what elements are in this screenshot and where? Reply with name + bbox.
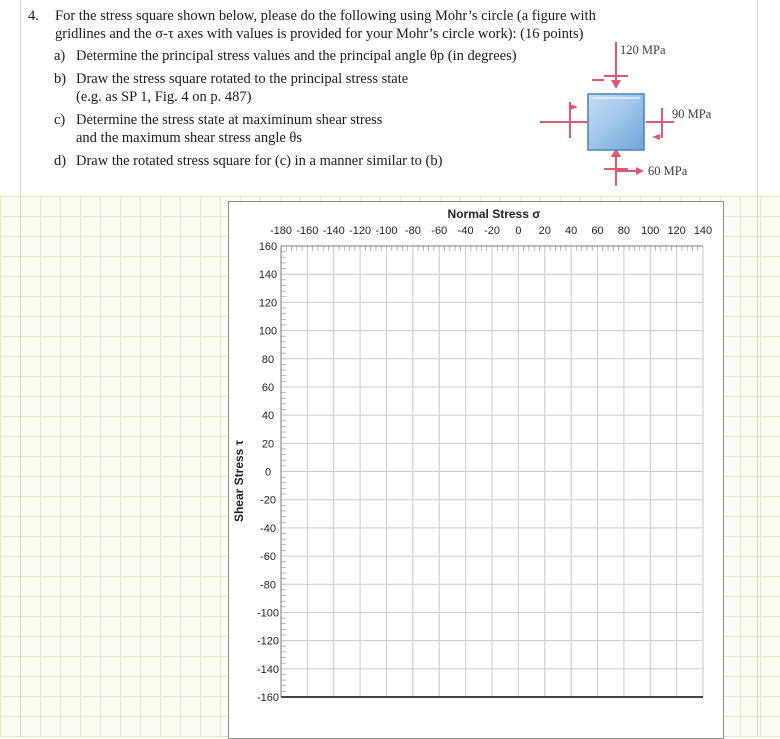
part-b-text-line1: Draw the stress square rotated to the principal stress state bbox=[76, 71, 409, 87]
x-tick-label: -120 bbox=[349, 225, 372, 237]
part-c-text-line2: and the maximum shear stress angle θs bbox=[76, 130, 303, 146]
y-tick-label: 80 bbox=[261, 353, 275, 366]
part-c-letter: c) bbox=[54, 112, 66, 128]
y-tick-labels bbox=[257, 241, 279, 704]
part-d-text: Draw the rotated stress square for (c) in a manner similar to (b) bbox=[76, 153, 443, 169]
x-tick-label: 80 bbox=[617, 225, 630, 237]
part-a-text: Determine the principal stress values and the principal angle θp (in degrees) bbox=[76, 48, 517, 64]
y-tick-label: 120 bbox=[258, 297, 278, 310]
y-tick-label: -60 bbox=[260, 551, 276, 564]
y-tick-label: -160 bbox=[256, 692, 280, 704]
part-d-letter: d) bbox=[54, 153, 67, 169]
major-grid-lines bbox=[281, 246, 703, 697]
y-tick-label: -140 bbox=[256, 663, 280, 676]
part-b-text-line2: (e.g. as SP 1, Fig. 4 on p. 487) bbox=[76, 89, 252, 105]
right-arrow-head bbox=[652, 134, 660, 140]
y-tick-label: -40 bbox=[260, 522, 276, 535]
x-tick-label: -140 bbox=[322, 225, 345, 237]
y-tick-label: -100 bbox=[256, 607, 280, 620]
x-tick-label: 120 bbox=[667, 225, 686, 237]
x-tick-labels bbox=[270, 225, 712, 237]
bottom-right-arrow-head bbox=[636, 167, 644, 175]
y-tick-label: 60 bbox=[261, 381, 275, 394]
stress-element-diagram bbox=[532, 40, 762, 190]
x-tick-label: -180 bbox=[269, 225, 293, 237]
part-c-text-line1: Determine the stress state at maximinum shear stress bbox=[76, 112, 383, 128]
y-tick-label: 160 bbox=[258, 241, 278, 253]
part-a-letter: a) bbox=[54, 48, 66, 64]
y-tick-label: 100 bbox=[258, 325, 278, 338]
question-number: 4. bbox=[28, 8, 39, 24]
mohr-circle-chart bbox=[228, 201, 724, 737]
top-stress-label: 120 MPa bbox=[620, 43, 666, 57]
x-tick-label: 20 bbox=[538, 225, 551, 237]
x-tick-label: -160 bbox=[296, 225, 319, 237]
y-tick-label: 0 bbox=[264, 466, 272, 479]
y-tick-label: -80 bbox=[260, 579, 276, 592]
y-tick-label: -120 bbox=[256, 635, 280, 648]
top-arrow-head bbox=[611, 80, 621, 89]
x-tick-label: -80 bbox=[404, 225, 421, 237]
x-tick-label: 0 bbox=[515, 225, 522, 237]
x-tick-label: 60 bbox=[591, 225, 604, 237]
stress-square bbox=[588, 94, 644, 150]
x-axis-title: Normal Stress σ bbox=[447, 207, 541, 221]
part-b-letter: b) bbox=[54, 71, 67, 87]
x-tick-label: -60 bbox=[431, 225, 448, 237]
x-tick-label: -40 bbox=[457, 225, 474, 237]
x-tick-label: -100 bbox=[375, 225, 398, 237]
x-tick-label: 100 bbox=[641, 225, 660, 237]
stress-element-svg bbox=[532, 40, 762, 190]
y-tick-label: -20 bbox=[260, 494, 276, 507]
x-tick-label: 140 bbox=[693, 225, 713, 237]
left-arrow-head bbox=[570, 104, 578, 110]
x-tick-label: -20 bbox=[484, 225, 500, 237]
right-stress-label: 90 MPa bbox=[672, 107, 712, 121]
y-tick-label: 40 bbox=[261, 410, 275, 423]
y-tick-label: 140 bbox=[258, 269, 278, 282]
x-tick-label: 40 bbox=[565, 225, 578, 237]
bottom-stress-label: 60 MPa bbox=[648, 164, 688, 178]
y-tick-label: 20 bbox=[261, 438, 275, 451]
question-intro-line1: For the stress square shown below, please do the following using Mohr’s circle (a figure with bbox=[55, 8, 596, 24]
question-intro-line2: gridlines and the σ-τ axes with values is provided for your Mohr’s circle work): (16 points) bbox=[55, 26, 584, 42]
y-axis-title: Shear Stress τ bbox=[232, 439, 246, 523]
